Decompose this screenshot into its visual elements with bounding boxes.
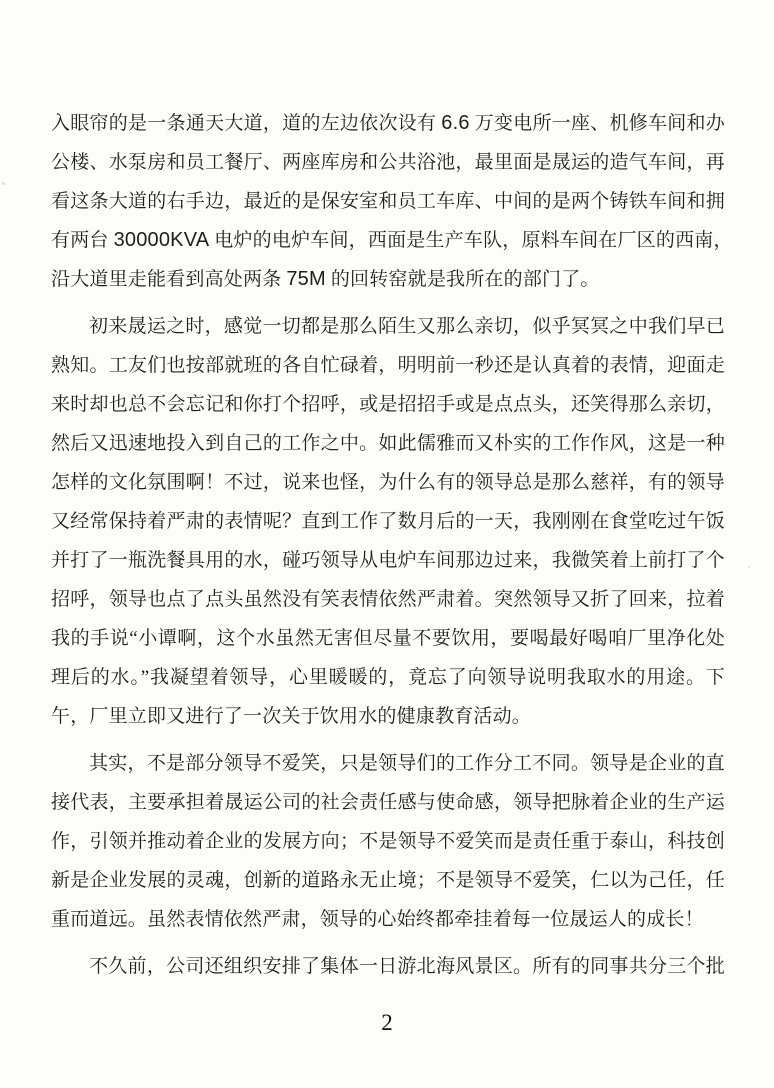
text-line: 怎样的文化氛围啊！不过，说来也怪，为什么有的领导总是那么慈祥，有的领导 [51, 472, 725, 493]
text-line: 重而道远。虽然表情依然严肃，领导的心始终都牵挂着每一位晟运人的成长！ [51, 909, 704, 930]
text-line: 公楼、水泵房和员工餐厅、两座库房和公共浴池，最里面是晟运的造气车间，再 [51, 152, 725, 173]
text-line: 接代表，主要承担着晟运公司的社会责任感与使命感，领导把脉着企业的生产运 [51, 792, 725, 813]
text-line: 其实，不是部分领导不爱笑，只是领导们的工作分工不同。领导是企业的直 [89, 753, 725, 774]
scan-speck [2, 182, 5, 185]
text-line: 看这条大道的右手边，最近的是保安室和员工车库、中间的是两个铸铁车间和拥 [51, 191, 725, 212]
paragraph [51, 744, 725, 939]
text-line: 招呼，领导也点了点头虽然没有笑表情依然严肃着。突然领导又折了回来，拉着 [51, 589, 725, 610]
text-line: 理后的水。”我凝望着领导，心里暖暖的，竟忘了向领导说明我取水的用途。下 [51, 667, 725, 688]
text-line: 不久前，公司还组织安排了集体一日游北海风景区。所有的同事共分三个批 [89, 956, 725, 977]
text-block [51, 104, 733, 986]
text-line: 并打了一瓶洗餐具用的水，碰巧领导从电炉车间那边过来，我微笑着上前打了个 [51, 550, 725, 571]
page-number: 2 [381, 1010, 393, 1035]
paragraph [51, 947, 725, 986]
text-line: 然后又迅速地投入到自己的工作之中。如此儒雅而又朴实的工作作风，这是一种 [51, 433, 725, 454]
text-line: 沿大道里走能看到高处两条 75M 的回转窑就是我所在的部门了。 [51, 268, 600, 290]
text-line: 初来晟运之时，感觉一切都是那么陌生又那么亲切，似乎冥冥之中我们早已 [89, 316, 725, 337]
text-line: 来时却也总不会忘记和你打个招呼，或是招招手或是点点头，还笑得那么亲切， [51, 394, 725, 415]
scan-speck [748, 566, 750, 568]
latin-text: 75M [286, 268, 326, 290]
text-line: 熟知。工友们也按部就班的各自忙碌着，明明前一秒还是认真着的表情，迎面走 [51, 355, 725, 376]
text-line: 又经常保持着严肃的表情呢？直到工作了数月后的一天，我刚刚在食堂吃过午饭 [51, 511, 725, 532]
latin-text: 6.6 [441, 112, 470, 134]
text-line: 午，厂里立即又进行了一次关于饮用水的健康教育活动。 [51, 706, 532, 727]
latin-text: 30000KVA [113, 229, 210, 251]
paragraph [51, 307, 725, 736]
text-line: 有两台 30000KVA 电炉的电炉车间，西面是生产车队，原料车间在厂区的西南， [51, 229, 733, 251]
text-line: 作，引领并推动着企业的发展方向；不是领导不爱笑而是责任重于泰山，科技创 [51, 831, 725, 852]
text-line: 入眼帘的是一条通天大道，道的左边依次设有 6.6 万变电所一座、机修车间和办 [51, 112, 726, 134]
text-line: 我的手说“小谭啊，这个水虽然无害但尽量不要饮用，要喝最好喝咱厂里净化处 [51, 628, 725, 649]
paragraph [51, 104, 733, 299]
text-line: 新是企业发展的灵魂，创新的道路永无止境；不是领导不爱笑，仁以为己任，任 [51, 870, 725, 891]
